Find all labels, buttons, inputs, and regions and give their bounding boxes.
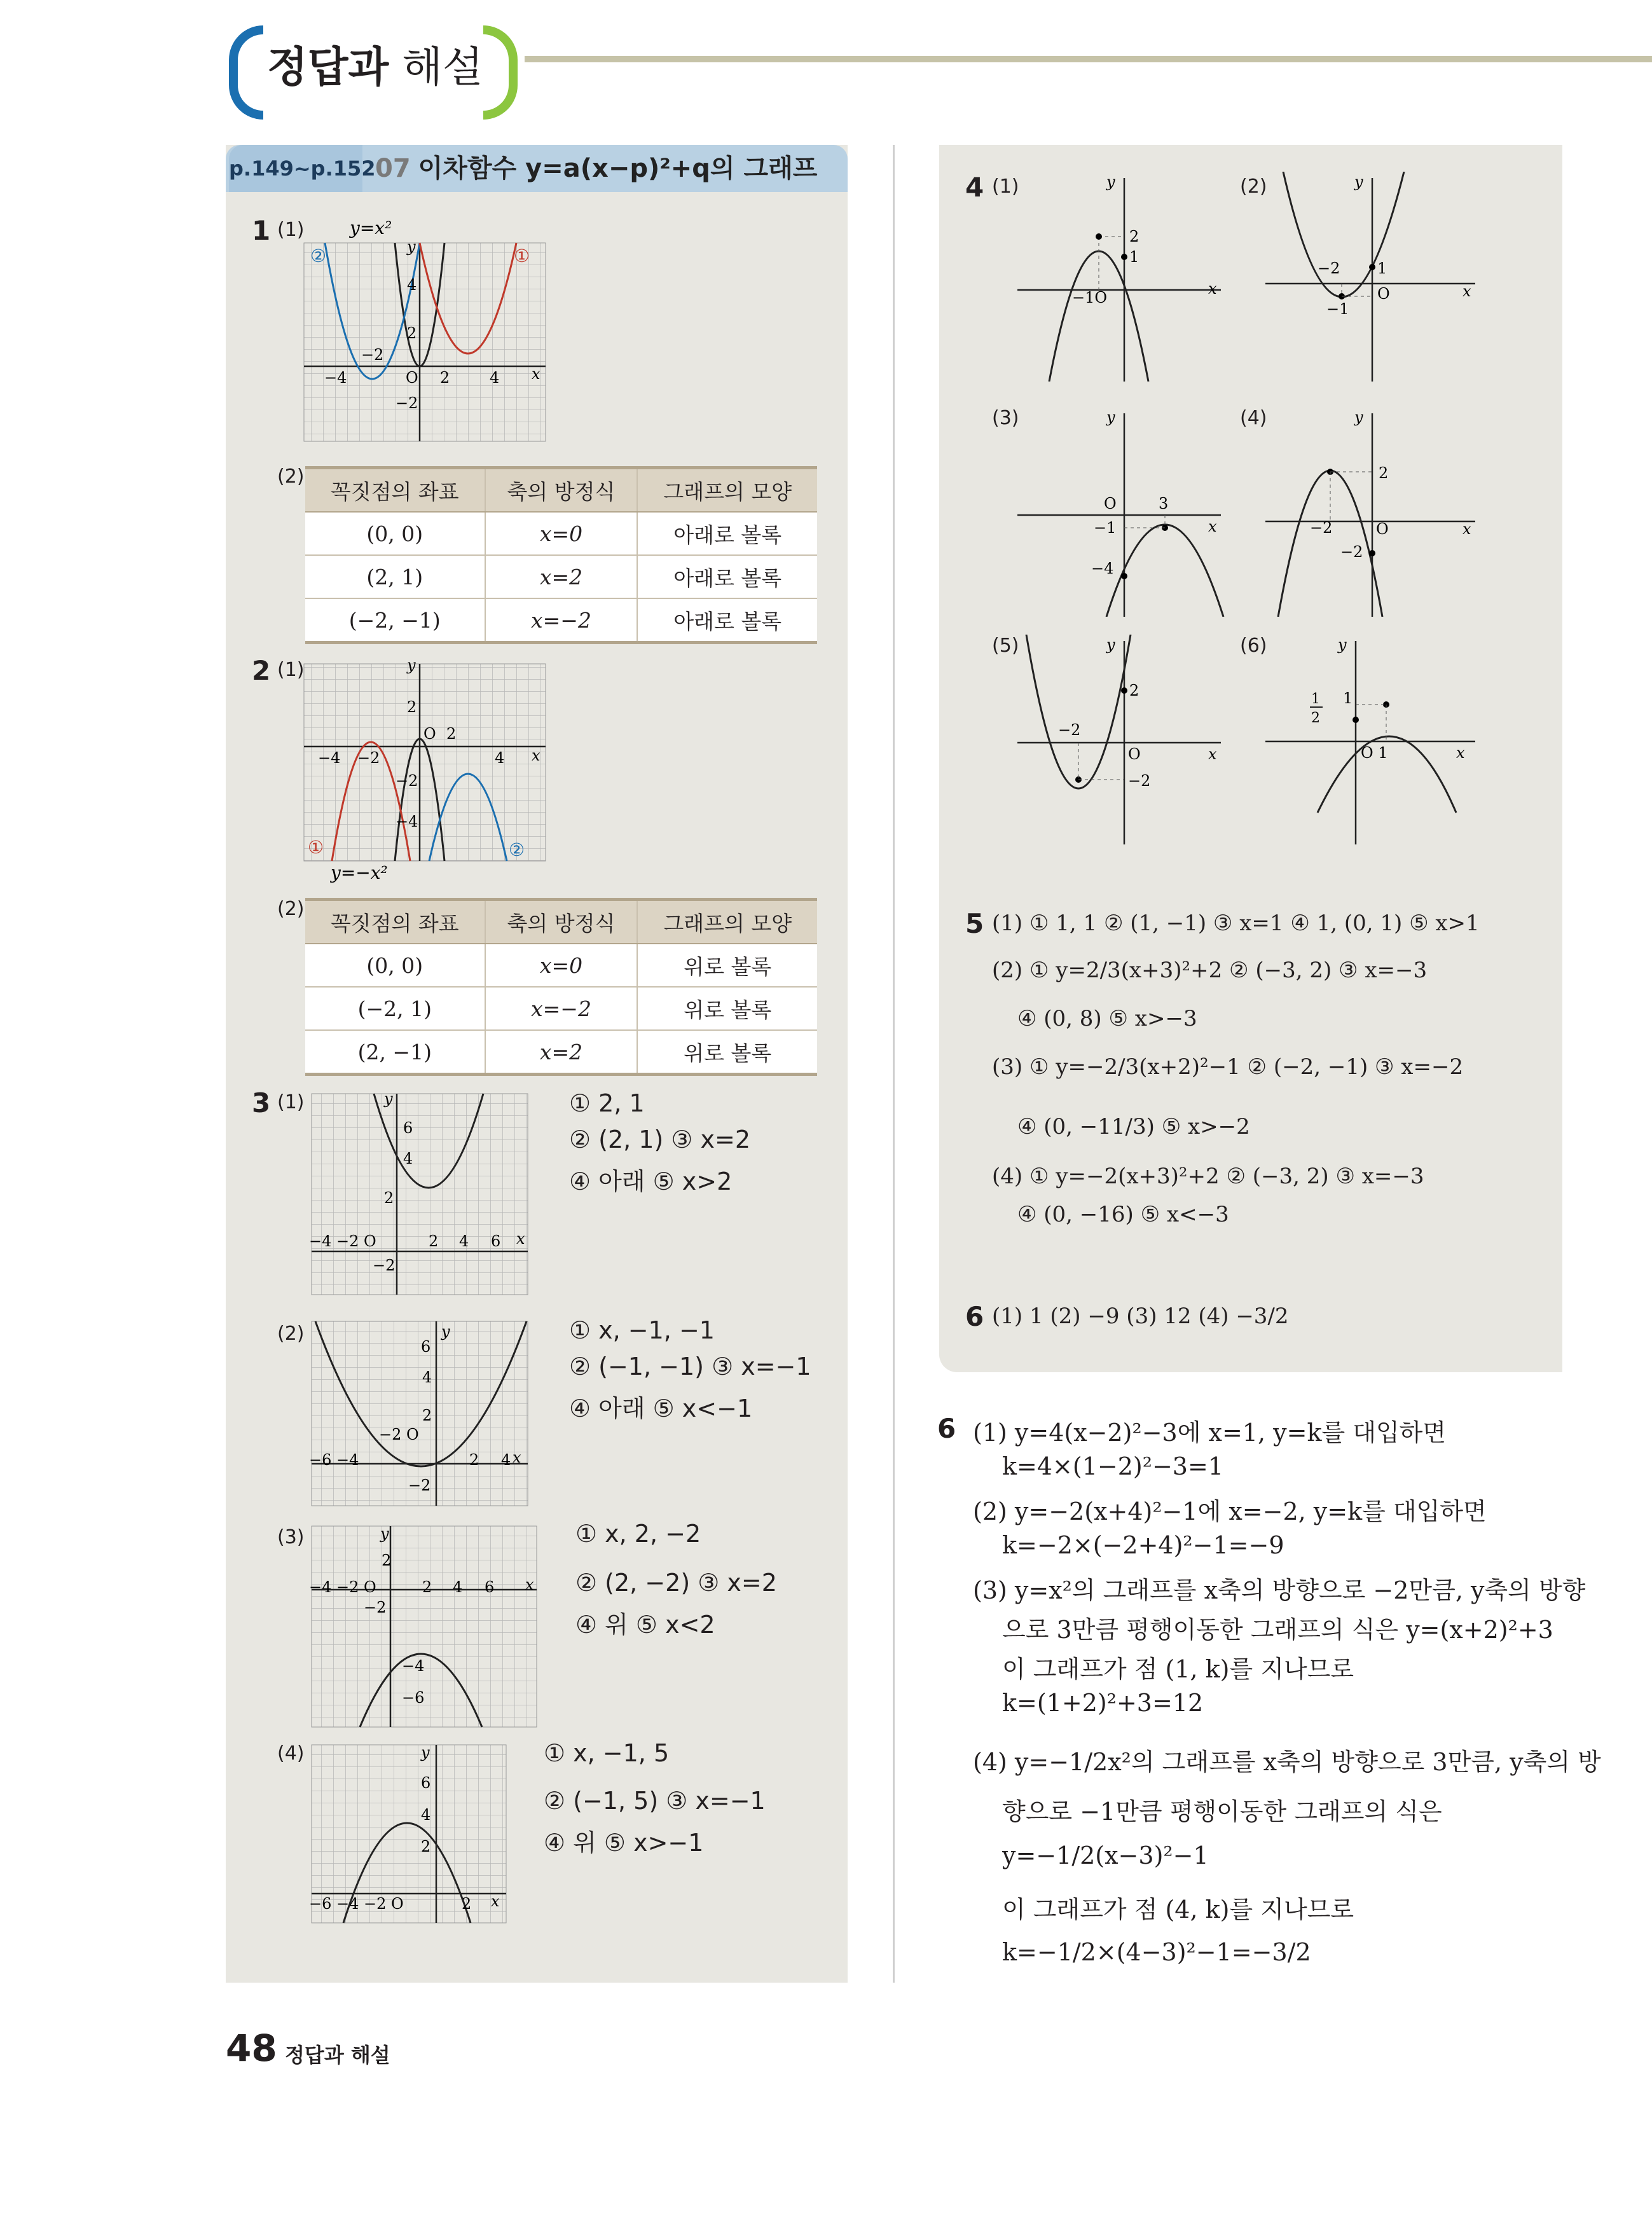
svg-text:−2: −2 (1058, 721, 1081, 739)
problem-3-2-l2: ② (−1, −1) ③ x=−1 (569, 1352, 811, 1380)
svg-text:2: 2 (407, 324, 417, 342)
svg-text:O 1: O 1 (1361, 744, 1388, 762)
problem-4-4-graph (1265, 407, 1482, 617)
problem-2-number: 2 (252, 655, 271, 686)
svg-text:y: y (380, 1525, 389, 1543)
problem-3-4-l1: ① x, −1, 5 (544, 1739, 670, 1767)
svg-text:4: 4 (407, 276, 417, 294)
problem-5-line-1: (1) ① 1, 1 ② (1, −1) ③ x=1 ④ 1, (0, 1) ⑤ x>1 (992, 911, 1480, 936)
svg-text:2: 2 (1311, 710, 1320, 726)
problem-4-2-graph (1265, 172, 1482, 382)
svg-text:x: x (1208, 745, 1217, 763)
svg-text:y: y (384, 1091, 393, 1108)
problem-3-2-graph (309, 1319, 538, 1510)
problem-4-number: 4 (965, 172, 984, 203)
svg-text:6: 6 (421, 1338, 431, 1356)
problem-4-sub4: (4) (1240, 407, 1267, 429)
problem-3-4-l3: ④ 위 ⑤ x>−1 (544, 1829, 704, 1857)
svg-text:4: 4 (422, 1368, 432, 1386)
problem-3-sub1: (1) (277, 1091, 305, 1113)
svg-text:O: O (423, 725, 436, 743)
solution-6-line-8: k=(1+2)²+3=12 (1002, 1689, 1204, 1717)
problem-6-number: 6 (965, 1301, 984, 1332)
svg-text:−2: −2 (396, 394, 418, 412)
svg-text:y: y (407, 238, 416, 256)
svg-text:x: x (1456, 744, 1465, 762)
curve-label-1: ① (514, 245, 530, 266)
problem-4-sub2: (2) (1240, 176, 1267, 198)
problem-3-3-l1: ① x, 2, −2 (575, 1520, 701, 1548)
svg-text:x: x (513, 1449, 521, 1466)
svg-text:3: 3 (1159, 495, 1169, 513)
svg-text:−4 −2 O: −4 −2 O (309, 1232, 376, 1250)
page-title: 정답과 해설 (267, 43, 483, 92)
problem-3-4-graph (309, 1742, 513, 1933)
problem-5-line-6: (4) ① y=−2(x+3)²+2 ② (−3, 2) ③ x=−3 (992, 1164, 1424, 1189)
svg-text:−1: −1 (1094, 519, 1117, 537)
svg-text:4: 4 (453, 1578, 463, 1596)
svg-text:−4: −4 (402, 1657, 425, 1675)
svg-text:2: 2 (469, 1451, 479, 1469)
problem-5-line-5: ④ (0, −11/3) ⑤ x>−2 (1017, 1114, 1250, 1139)
svg-text:−4: −4 (318, 749, 341, 767)
svg-text:4: 4 (403, 1150, 413, 1167)
solution-6-line-1: (1) y=4(x−2)²−3에 x=1, y=k를 대입하면 (973, 1419, 1447, 1447)
solution-6-line-6: 으로 3만큼 평행이동한 그래프의 식은 y=(x+2)²+3 (1002, 1616, 1553, 1644)
svg-text:4: 4 (490, 369, 500, 387)
problem-3-sub2: (2) (277, 1323, 305, 1345)
svg-text:2: 2 (384, 1189, 394, 1207)
problem-3-2-l3: ④ 아래 ⑤ x<−1 (569, 1394, 753, 1422)
curve-label-2: ② (310, 245, 327, 266)
svg-text:−2: −2 (1340, 543, 1363, 561)
svg-text:2: 2 (1129, 228, 1139, 245)
problem-3-3-l3: ④ 위 ⑤ x<2 (575, 1611, 715, 1639)
svg-text:y=−x²: y=−x² (331, 862, 388, 883)
problem-1-graph (299, 216, 553, 445)
svg-text:6: 6 (421, 1774, 431, 1792)
problem-3-1-graph (309, 1091, 538, 1301)
problem-6-answers: (1) 1 (2) −9 (3) 12 (4) −3/2 (992, 1304, 1289, 1329)
svg-text:x: x (516, 1230, 525, 1248)
problem-5-line-3: ④ (0, 8) ⑤ x>−3 (1017, 1006, 1197, 1031)
problem-5-number: 5 (965, 908, 984, 939)
problem-3-sub4: (4) (277, 1742, 305, 1765)
svg-text:O: O (406, 369, 418, 387)
solution-6-line-10: 향으로 −1만큼 평행이동한 그래프의 식은 (1002, 1798, 1442, 1826)
topic-pages: p.149~p.152 (229, 145, 362, 192)
svg-text:2: 2 (421, 1838, 431, 1855)
svg-text:−2 O: −2 O (379, 1426, 419, 1443)
svg-text:2: 2 (1129, 682, 1139, 699)
svg-text:1: 1 (1129, 248, 1139, 266)
problem-3-sub3: (3) (277, 1526, 305, 1548)
svg-text:y: y (1354, 408, 1363, 426)
svg-text:−1: −1 (1326, 300, 1349, 318)
svg-text:4: 4 (495, 749, 505, 767)
svg-text:O: O (1128, 745, 1141, 763)
problem-3-number: 3 (252, 1087, 271, 1118)
svg-text:−2: −2 (364, 1599, 387, 1616)
problem-1-sub2: (2) (277, 465, 305, 488)
problem-2-graph (299, 655, 553, 884)
svg-text:x: x (491, 1892, 500, 1910)
svg-text:y: y (1106, 636, 1115, 654)
svg-text:x: x (532, 365, 540, 383)
svg-text:6: 6 (491, 1232, 501, 1250)
problem-4-3-graph (1017, 407, 1234, 617)
svg-text:−4: −4 (1091, 560, 1114, 577)
svg-text:−2: −2 (373, 1256, 396, 1274)
svg-text:①: ① (308, 837, 324, 858)
problem-4-5-graph (1017, 635, 1234, 844)
svg-text:−6 −4 −2 O: −6 −4 −2 O (309, 1895, 404, 1913)
svg-text:2: 2 (1379, 464, 1389, 482)
svg-text:2: 2 (422, 1407, 432, 1424)
svg-text:−2: −2 (361, 346, 384, 364)
column-divider (893, 145, 895, 1983)
svg-text:−6 −4: −6 −4 (309, 1451, 359, 1469)
problem-5-line-7: ④ (0, −16) ⑤ x<−3 (1017, 1202, 1229, 1227)
svg-text:x: x (1463, 520, 1471, 538)
problem-4-sub3: (3) (992, 407, 1019, 429)
svg-text:−4: −4 (324, 369, 347, 387)
svg-text:x: x (532, 747, 540, 764)
svg-text:6: 6 (403, 1119, 413, 1137)
solution-6-line-12: 이 그래프가 점 (4, k)를 지나므로 (1002, 1896, 1354, 1924)
problem-2-table: 꼭짓점의 좌표 축의 방정식 그래프의 모양 (0, 0) x=0 위로 볼록 (−2, 1) x=−2 위로 볼록 (2, −1) x=2 위로 볼록 (305, 898, 817, 1076)
svg-text:−2: −2 (408, 1476, 431, 1494)
svg-text:−2: −2 (357, 749, 380, 767)
problem-3-4-l2: ② (−1, 5) ③ x=−1 (544, 1787, 766, 1815)
problem-4-sub1: (1) (992, 176, 1019, 198)
header-left-bracket (229, 25, 263, 120)
problem-2-sub1: (1) (277, 659, 305, 681)
solution-6-line-11: y=−1/2(x−3)²−1 (1002, 1841, 1209, 1869)
problem-1-sub1: (1) (277, 219, 305, 241)
svg-text:2: 2 (446, 725, 457, 743)
problem-4-sub6: (6) (1240, 635, 1267, 657)
page-number: 48 (226, 2027, 277, 2070)
topic-title: 07 이차함수 y=a(x−p)²+q의 그래프 (375, 154, 818, 183)
problem-5-line-4: (3) ① y=−2/3(x+2)²−1 ② (−2, −1) ③ x=−2 (992, 1054, 1464, 1080)
svg-text:O: O (1377, 285, 1390, 303)
svg-text:y: y (1338, 636, 1347, 654)
solution-6-line-13: k=−1/2×(4−3)²−1=−3/2 (1002, 1938, 1311, 1966)
svg-text:1: 1 (1377, 259, 1387, 277)
svg-text:−2: −2 (396, 772, 418, 790)
svg-text:−1O: −1O (1072, 289, 1108, 306)
problem-3-3-l2: ② (2, −2) ③ x=2 (575, 1569, 777, 1597)
problem-3-3-graph (309, 1524, 544, 1733)
svg-text:x: x (525, 1576, 534, 1593)
problem-3-2-l1: ① x, −1, −1 (569, 1316, 715, 1344)
svg-text:y: y (1354, 173, 1363, 191)
problem-2-sub2: (2) (277, 898, 305, 920)
svg-text:6: 6 (485, 1578, 495, 1596)
svg-text:O: O (1104, 495, 1117, 513)
svg-text:−2: −2 (1128, 772, 1151, 790)
solution-6-line-7: 이 그래프가 점 (1, k)를 지나므로 (1002, 1655, 1354, 1683)
svg-text:2: 2 (440, 369, 450, 387)
svg-text:x: x (1463, 282, 1471, 300)
svg-text:2: 2 (407, 698, 417, 716)
solution-6-number: 6 (937, 1413, 956, 1444)
svg-text:②: ② (509, 839, 525, 860)
svg-text:y: y (421, 1744, 430, 1761)
svg-text:y: y (1106, 173, 1115, 191)
header-right-bracket (483, 25, 518, 120)
problem-1-table: 꼭짓점의 좌표 축의 방정식 그래프의 모양 (0, 0) x=0 아래로 볼록 (2, 1) x=2 아래로 볼록 (−2, −1) x=−2 아래로 볼록 (305, 466, 817, 644)
problem-4-sub5: (5) (992, 635, 1019, 657)
solution-6-line-3: (2) y=−2(x+4)²−1에 x=−2, y=k를 대입하면 (973, 1497, 1487, 1525)
solution-6-line-4: k=−2×(−2+4)²−1=−9 (1002, 1531, 1284, 1559)
header-rule (525, 56, 1652, 62)
svg-text:x: x (1208, 280, 1217, 298)
svg-text:4: 4 (459, 1232, 469, 1250)
svg-text:x: x (1208, 518, 1217, 535)
svg-text:−2: −2 (1310, 519, 1333, 537)
problem-3-1-l2: ② (2, 1) ③ x=2 (569, 1125, 751, 1153)
svg-text:2: 2 (462, 1895, 472, 1913)
solution-6-line-9: (4) y=−1/2x²의 그래프를 x축의 방향으로 3만큼, y축의 방 (973, 1748, 1601, 1776)
svg-text:4: 4 (501, 1451, 511, 1469)
svg-text:2: 2 (382, 1552, 392, 1569)
problem-3-1-l1: ① 2, 1 (569, 1089, 645, 1117)
svg-text:1: 1 (1311, 691, 1320, 707)
svg-text:4: 4 (421, 1806, 431, 1824)
solution-6-line-2: k=4×(1−2)²−3=1 (1002, 1452, 1223, 1480)
graph-label: y=x² (350, 217, 392, 238)
problem-4-1-graph (1017, 172, 1234, 382)
svg-text:O: O (1376, 520, 1389, 538)
problem-3-1-l3: ④ 아래 ⑤ x>2 (569, 1167, 733, 1195)
footer-label: 정답과 해설 (285, 2043, 390, 2067)
svg-text:y: y (441, 1323, 450, 1340)
svg-text:−6: −6 (402, 1689, 425, 1707)
svg-text:−4: −4 (396, 813, 418, 830)
svg-text:2: 2 (422, 1578, 432, 1596)
problem-1-number: 1 (252, 215, 271, 246)
solution-6-line-5: (3) y=x²의 그래프를 x축의 방향으로 −2만큼, y축의 방향 (973, 1576, 1586, 1604)
svg-text:−4 −2 O: −4 −2 O (309, 1578, 376, 1596)
problem-5-line-2: (2) ① y=2/3(x+3)²+2 ② (−3, 2) ③ x=−3 (992, 958, 1428, 983)
svg-text:1: 1 (1343, 689, 1353, 707)
svg-text:y: y (407, 656, 416, 674)
svg-text:2: 2 (429, 1232, 439, 1250)
svg-text:y: y (1106, 408, 1115, 426)
svg-text:−2: −2 (1318, 259, 1340, 277)
problem-4-6-graph (1265, 635, 1482, 844)
